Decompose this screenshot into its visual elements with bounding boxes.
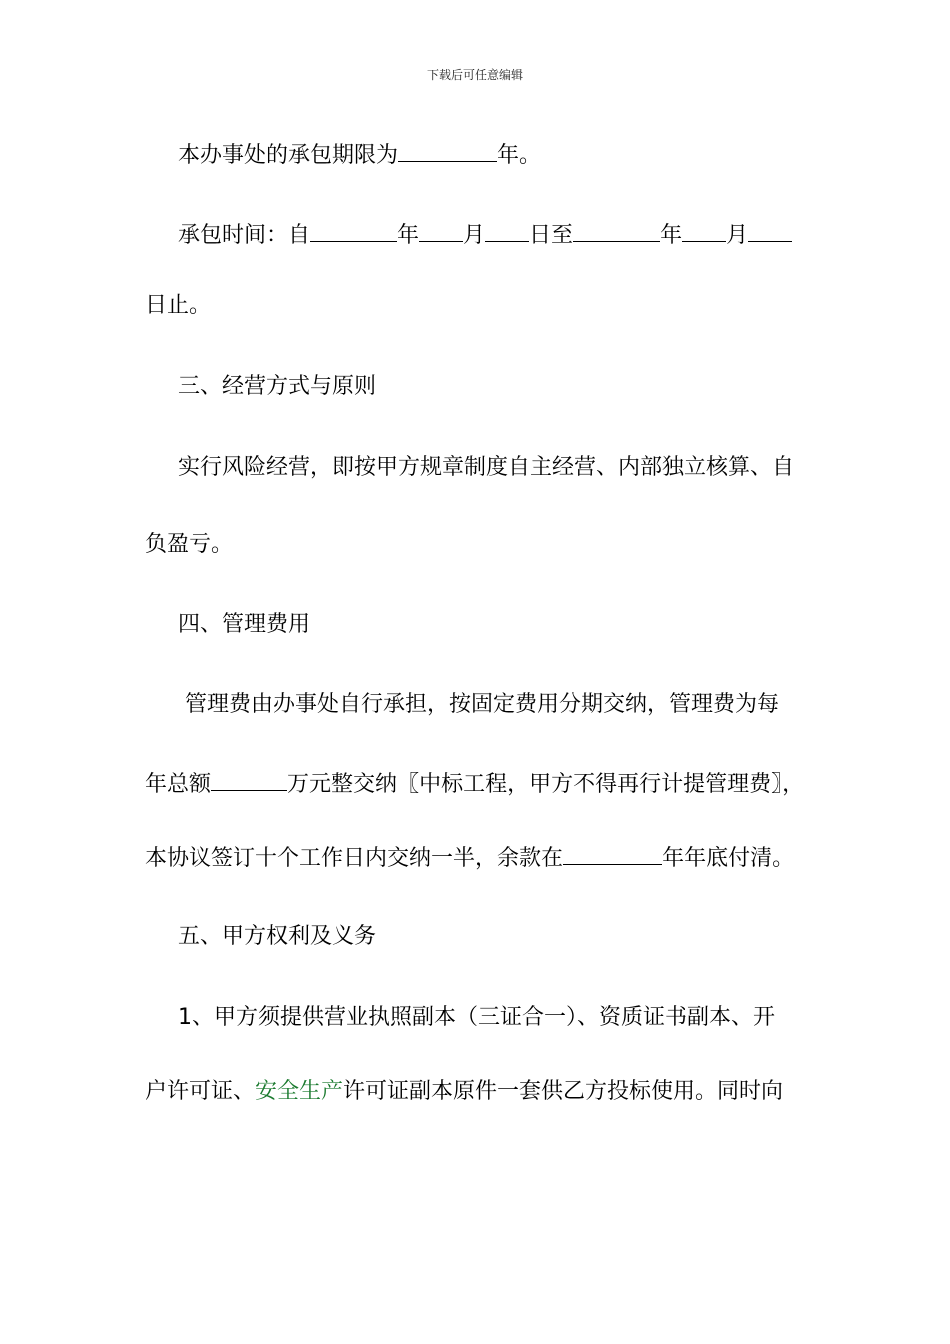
fee-text-end: 年年底付清。	[662, 846, 795, 871]
contract-term-line	[178, 137, 541, 171]
section-4-heading: 四、管理费用	[178, 612, 311, 637]
duty-text-note: （三证合一）	[456, 1005, 578, 1030]
end-day-blank[interactable]	[748, 217, 792, 242]
fee-text: 交纳，管理费为每	[603, 692, 780, 717]
fee-text: 年	[145, 772, 168, 797]
fee-text: 管理费由办事处自行承担，按固定费用	[185, 692, 560, 717]
section-3-paragraph-cont: 负盈亏。	[145, 532, 234, 557]
fee-text-note: 〖中标工程，甲方不得再行计提管理费〗，	[397, 772, 805, 797]
duty-text-also: 。同时向	[695, 1079, 784, 1104]
fee-text-ten: 十	[255, 846, 278, 871]
month-label: 月	[463, 223, 486, 248]
section-5-heading: 五、甲方权利及义务	[178, 924, 377, 949]
fee-amount-blank[interactable]	[211, 766, 287, 791]
start-month-blank[interactable]	[419, 217, 463, 242]
balance-year-blank[interactable]	[563, 840, 662, 865]
party-a-duty-line-2	[145, 1077, 783, 1107]
fee-text: 本协议签订	[145, 846, 256, 871]
end-year-blank[interactable]	[573, 217, 660, 242]
fee-text: 万元整	[287, 772, 354, 797]
section-3-paragraph: 实行风险经营，即按甲方规章制度自主经营、内部独立核算、自	[178, 455, 795, 480]
fee-paragraph-line-2	[145, 766, 804, 800]
duty-text: 、资质证书副本、	[577, 1005, 754, 1030]
start-day-blank[interactable]	[485, 217, 529, 242]
duty-text-account: 户许可证、	[145, 1079, 256, 1104]
year-label: 年	[660, 223, 683, 248]
section-3-heading: 三、经营方式与原则	[178, 374, 377, 399]
fee-text-total: 总额	[167, 772, 212, 797]
fee-text-pay: 交纳	[353, 772, 398, 797]
duty-text: 1、甲方须提供营业执照副本	[178, 1005, 456, 1030]
period-end-line: 日止。	[145, 293, 212, 318]
party-a-duty-line-1	[178, 1003, 775, 1033]
end-month-blank[interactable]	[682, 217, 726, 242]
period-label: 承包时间：自	[178, 223, 311, 248]
fee-paragraph-line-3	[145, 840, 794, 874]
year-label: 年	[397, 223, 420, 248]
month-label: 月	[726, 223, 749, 248]
fee-text-installment: 分期	[559, 692, 604, 717]
duty-text-safety: 安全生产	[255, 1079, 344, 1104]
header-note: 下载后可任意编辑	[426, 68, 523, 82]
fee-text-half: 一半，余款在	[431, 846, 564, 871]
contract-period-line	[178, 217, 792, 251]
duty-text-open: 开	[753, 1005, 776, 1030]
day-to-label: 日至	[529, 223, 574, 248]
duty-text: 许可证副本原件一套供乙方投标使用	[343, 1079, 696, 1104]
contract-term-unit: 年。	[497, 143, 542, 168]
fee-text: 个工作日内交纳	[277, 846, 432, 871]
start-year-blank[interactable]	[310, 217, 397, 242]
term-years-blank[interactable]	[398, 137, 497, 162]
contract-term-text: 本办事处的承包期限为	[178, 143, 399, 168]
fee-paragraph-line-1	[185, 690, 779, 720]
